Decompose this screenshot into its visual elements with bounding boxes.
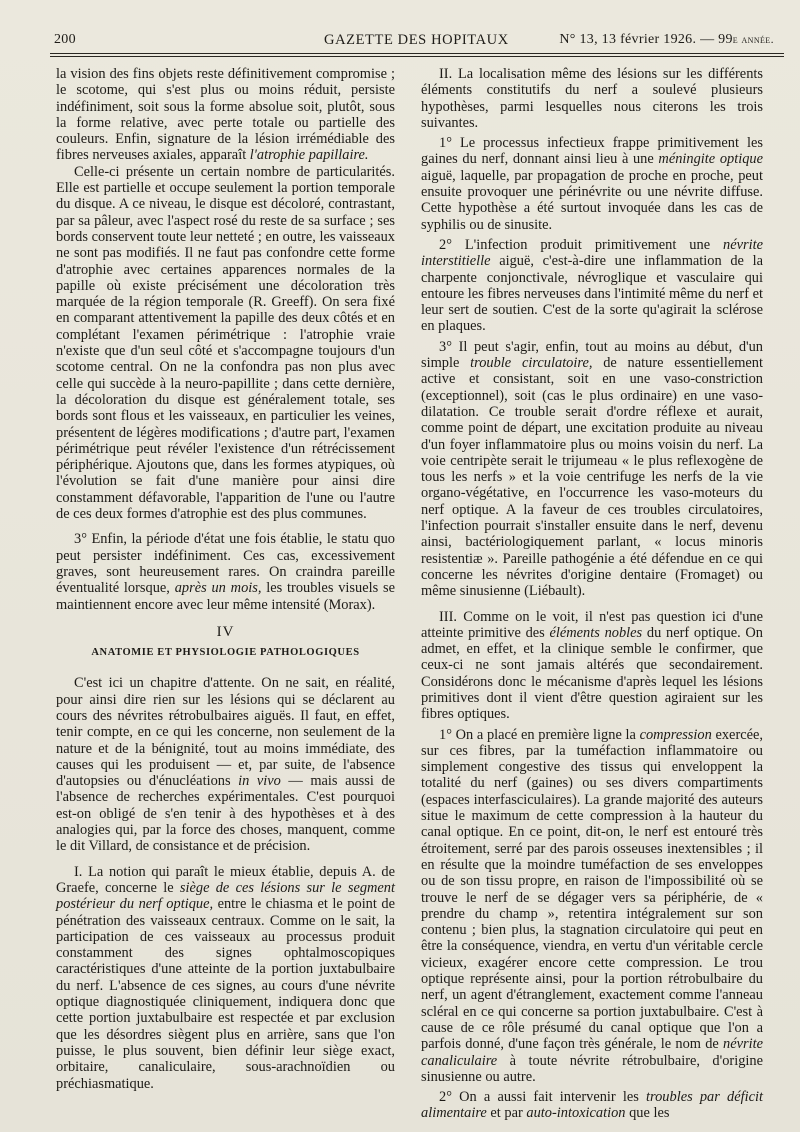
text-run: 1° On a placé en première ligne la bbox=[439, 726, 640, 743]
text-run: que les bbox=[625, 1105, 670, 1122]
emphasis-text: auto-intoxication bbox=[526, 1105, 626, 1122]
left-column bbox=[56, 66, 395, 1092]
paragraph: II. La localisation même des lésions sur les différents éléments constitutifs du nerf a soulevé plusieurs hypothèses, parmi lesquelles nous citerons les trois suivantes. bbox=[421, 66, 763, 131]
emphasis-text: méningite optique bbox=[658, 151, 763, 168]
journal-title: GAZETTE DES HOPITAUX bbox=[324, 32, 509, 48]
text-run: aiguë, c'est-à-dire une inflammation de la charpente conjonctivale, névroglique et vasculaire qui entoure les fibres nerveuses dans l'intimité même du nerf et leur sert de soutien. C'est de la sorte qu'agirait la sclérose en plaques. bbox=[421, 253, 763, 335]
right-column bbox=[421, 66, 763, 1122]
text-run: à toute névrite rétrobulbaire, d'origine sinusienne ou autre. bbox=[421, 1052, 763, 1085]
emphasis-text: troubles par déficit alimentaire bbox=[421, 1089, 763, 1122]
text-run: 2° On a aussi fait intervenir les bbox=[439, 1089, 647, 1106]
text-run: C'est ici un chapitre d'attente. On ne sait, en réalité, pour ainsi dire rien sur les lésions qui se déclarent au cours des névrites rétrobulbaires aiguës. Il faut, en effet, tenir compte, en ce qui les concerne, non seulement de la nature et de la bénignité, tout au moins immédiate, des causes qui les produisent — et, par suite, de l'absence d'autopsies ou d'énucléations bbox=[56, 675, 395, 790]
emphasis-text: névrite canaliculaire bbox=[421, 1036, 763, 1069]
text-run: III. Comme on le voit, il n'est pas question ici d'une atteinte primitive des bbox=[421, 608, 763, 641]
page-number: 200 bbox=[54, 32, 76, 47]
emphasis-text: éléments nobles bbox=[549, 624, 643, 641]
paragraph: Celle-ci présente un certain nombre de particularités. Elle est partielle et occupe seulement la portion temporale du disque. A ce niveau, le disque est décoloré, contrastant, par sa pâleur, avec l'aspect rosé du reste de sa surface ; ses bords conservent toute leur netteté ; en outre, les vaisseaux ne sont pas modifiés. Il ne faut pas confondre cette forme d'atrophie avec certaines apparences normales de la papille où existe précisément une décoloration très marquée de la région temporale (R. Greeff). On sera fixé en comparant attentivement la papille des deux côtés et en complétant l'examen périmétrique : l'atrophie vraie n'existe que d'un seul côté et s'accompagne toujours d'un scotome central. On ne la confondra pas non plus avec celle qui succède à la neuro-papillite ; dans cette dernière, la décoloration du disque est généralement totale, ses bords sont flous et les vaisseaux, en particulier les veines, présentent de légères modifications ; d'autre part, l'examen périmétrique peut révéler l'existence d'un rétrécissement périphérique. Ajoutons que, dans les formes atypiques, où l'évolution se fait d'une manière pour ainsi dire constamment défavorable, l'apparition de l'une ou l'autre de ces deux formes d'atrophie est des plus communes. bbox=[56, 163, 395, 523]
text-run: 1° Le processus infectieux frappe primitivement les gaines du nerf, donnant ainsi lieu à une bbox=[421, 135, 763, 168]
emphasis-text: l'atrophie papillaire. bbox=[249, 147, 369, 164]
text-run: la vision des fins objets reste définitivement compromise ; le scotome, qui s'est plus ou moins réduit, persiste indéfiniment, soit sous la forme absolue soit, plutôt, sous la forme relative, avec perte totale ou partielle des couleurs. Enfin, signature de la lésion irrémédiable des fibres nerveuses axiales, apparaît bbox=[56, 66, 395, 164]
section-number: IV bbox=[216, 623, 235, 640]
emphasis-text: compression bbox=[639, 726, 712, 743]
emphasis-text: in vivo bbox=[238, 773, 281, 790]
text-run: 3° Enfin, la période d'état une fois établie, le statu quo peut persister indéfiniment. Ces cas, excessivement graves, sont heureusement rares. On craindra pareille éventualité lorsque, bbox=[56, 531, 395, 597]
emphasis-text: trouble circulatoire, bbox=[470, 355, 593, 372]
paragraph bbox=[421, 1089, 763, 1122]
text-run: les troubles visuels se maintiennent encore avec leur même intensité (Morax). bbox=[56, 580, 395, 613]
emphasis-text: névrite interstitielle bbox=[421, 236, 763, 270]
running-header bbox=[50, 28, 778, 54]
issue-number-date: N° 13, 13 février 1926. — 99 bbox=[559, 32, 733, 47]
paragraph bbox=[421, 237, 763, 335]
paragraph bbox=[56, 864, 395, 1092]
text-run: 2° L'infection produit primitivement une bbox=[439, 236, 724, 253]
paragraph bbox=[56, 531, 395, 612]
text-run: — mais aussi de l'absence de recherches expérimentales. C'est pourquoi est-on obligé de s'en tenir à des hypothèses et à des analogies qui, par la force des choses, manquent, comme le dit Villard, de consistance et de précision. bbox=[56, 773, 395, 855]
header-rule-top bbox=[50, 53, 784, 54]
emphasis-text: siège de ces lésions sur le segment postérieur du nerf optique, bbox=[56, 879, 395, 913]
text-run: de nature essentiellement active et consistant, soit en une vaso-constriction (exceptionnel), soit (cas le plus ordinaire) en une vaso-dilatation. Ce trouble serait d'ordre réflexe et aurait, comme point de départ, une excitation produite au niveau d'un foyer inflammatoire plus ou moins voisin du nerf. La voie centripète serait le trijumeau « le plus reflexogène de tous les nerfs » et la voie centrifuge les nerfs de la vie organo-végétative, en l'occurrence les vaso-moteurs du nerf optique. A la faveur de ces troubles circulatoires, l'infection pourrait s'installer ensuite dans le nerf, devenu ainsi, bactériologiquement parlant, « locus minoris resistentiæ ». Pareille pathogénie a été défendue en ce qui concerne les névrites d'origine dentaire (Fromaget) ou même sinusienne (Liébault). bbox=[421, 355, 763, 600]
text-run: I. La notion qui paraît le mieux établie, depuis A. de Graefe, concerne le bbox=[56, 863, 395, 896]
issue-year-suffix: e année. bbox=[732, 32, 774, 46]
paragraph bbox=[421, 339, 763, 600]
paragraph bbox=[56, 66, 395, 164]
text-run: entre le chiasma et le point de pénétration des vaisseaux centraux. Comme on le sait, la participation de ces vaisseaux au processus produit constamment des signes ophtalmoscopiques caractéristiques d'une atteinte de la portion juxtabulbaire du nerf. L'absence de ces signes, au cours d'une névrite optique diagnostiquée cliniquement, indiquera donc que cette portion juxtabulbaire est respectée et par exclusion que les désordres siègent plus en arrière, sans que l'on puisse, le plus souvent, bien définir leur siège exact, orbitaire, canaliculaire, sous-arachnoïdien ou préchiasmatique. bbox=[56, 896, 395, 1092]
issue-info bbox=[559, 32, 774, 48]
paragraph bbox=[421, 727, 763, 1086]
header-rule-bottom bbox=[50, 56, 784, 57]
text-run: du nerf optique. On admet, en effet, et la clinique semble le confirmer, que ceux-ci ne sont jamais altérés que secondairement. Considérons donc le mécanisme d'après lequel les lésions primitives dont il vient d'être question agiraient sur les fibres optiques. bbox=[421, 624, 763, 723]
paragraph bbox=[56, 675, 395, 854]
text-run: et par bbox=[486, 1105, 527, 1122]
text-run: exercée, sur ces fibres, par la tuméfaction inflammatoire ou simplement congestive des tissus qui enveloppent la totalité du nerf (gaines) ou ses divers compartiments (espaces interfasciculaires). La grande majorité des auteurs situe le maximum de cette compression à la hauteur du canal optique. En ce point, dit-on, le nerf est entouré très étroitement, serré par des parois osseuses inextensibles ; il en résulte que la moindre tuméfaction de ses enveloppes ou de son tissu propre, en raison de l'impossibilité où se trouve le nerf de se dégager vers sa périphérie, de « prendre du champ », retentira intégralement sur son contenu ; bien plus, la stagnation circulatoire qui peut en être la conséquence, viendra, en vertu d'un véritable cercle vicieux, exagérer encore cette compression. Le trou optique représente ainsi, pour la portion rétrobulbaire du nerf, un agent d'étranglement, exactement comme l'anneau scléral en ce qui concerne sa portion juxtabulbaire. C'est à cause de ce rôle présumé du canal optique que l'on a parfois donné, d'une façon très générale, le nom de bbox=[421, 726, 763, 1053]
paragraph bbox=[421, 135, 763, 233]
text-run: aiguë, laquelle, par propagation de proche en proche, peut ensuite provoquer une périnévrite ou une névrite diffuse. Cette hypothèse a été surtout invoquée dans les cas de syphilis ou de sinusite. bbox=[421, 167, 763, 233]
text-run: 3° Il peut s'agir, enfin, tout au moins au début, d'un simple bbox=[421, 338, 763, 372]
section-title: ANATOMIE ET PHYSIOLOGIE PATHOLOGIQUES bbox=[91, 647, 360, 659]
paragraph bbox=[421, 609, 763, 723]
emphasis-text: après un mois, bbox=[174, 580, 262, 597]
